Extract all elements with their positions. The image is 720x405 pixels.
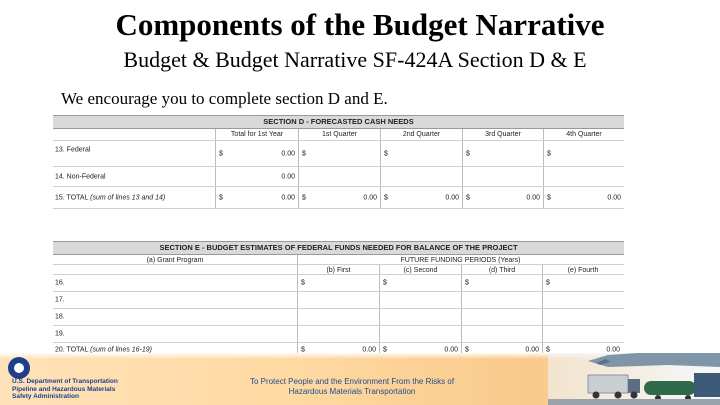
table-row <box>53 326 624 343</box>
col-4th-quarter: 4th Quarter <box>543 129 624 140</box>
federal-total-field[interactable] <box>215 141 298 166</box>
non-federal-total-amount: 0.00 <box>281 173 295 180</box>
col-third: (d) Third <box>461 265 542 274</box>
currency-sign: $ <box>384 150 388 157</box>
total-q2-value: $ 0.00 <box>380 187 462 208</box>
currency-sign: $ <box>547 194 551 201</box>
federal-q2-field[interactable] <box>380 141 462 166</box>
slide-subtitle: Budget & Budget Narrative SF-424A Section D & E <box>123 47 587 72</box>
row19-third-field[interactable] <box>461 326 542 342</box>
non-federal-q4-field[interactable] <box>543 167 624 186</box>
currency-sign: $ <box>302 194 306 201</box>
currency-sign: $ <box>302 150 306 157</box>
currency-sign: $ <box>219 194 223 201</box>
section-e-heading: SECTION E - BUDGET ESTIMATES OF FEDERAL FUNDS NEEDED FOR BALANCE OF THE PROJECT <box>53 241 624 255</box>
mission-statement: To Protect People and the Environment From the Risks of Hazardous Materials Transportation <box>249 377 455 396</box>
currency-sign: $ <box>466 194 470 201</box>
row16-first-field[interactable]: $ <box>297 275 379 291</box>
federal-q1-field[interactable] <box>298 141 380 166</box>
grant-program-18-field[interactable] <box>53 309 297 325</box>
row18-second-field[interactable] <box>379 309 461 325</box>
total-fourth-value: $ 0.00 <box>542 343 623 356</box>
section-d-heading: SECTION D - FORECASTED CASH NEEDS <box>53 115 624 129</box>
section-d-form <box>53 115 624 209</box>
non-federal-q1-field[interactable] <box>298 167 380 186</box>
agency-name: U.S. Department of Transportation Pipeline and Hazardous Materials Safety Administration <box>12 378 118 400</box>
col-total-first-year: Total for 1st Year <box>215 129 298 140</box>
col-1st-quarter: 1st Quarter <box>298 129 380 140</box>
row19-first-field[interactable] <box>297 326 379 342</box>
future-funding-periods-header: FUTURE FUNDING PERIODS (Years) <box>297 255 623 264</box>
row17-first-field[interactable] <box>297 292 379 308</box>
federal-total-amount: 0.00 <box>281 150 295 157</box>
col-2nd-quarter: 2nd Quarter <box>380 129 462 140</box>
row19-fourth-field[interactable] <box>542 326 623 342</box>
non-federal-total-field[interactable] <box>215 167 298 186</box>
currency-sign: $ <box>466 150 470 157</box>
transport-illustration-icon <box>548 353 720 405</box>
table-row <box>53 292 624 309</box>
intro-text: We encourage you to complete section D and E. <box>61 89 388 108</box>
table-row <box>53 275 624 292</box>
table-row <box>53 167 624 187</box>
non-federal-q3-field[interactable] <box>462 167 543 186</box>
table-row <box>53 141 624 167</box>
row16-fourth-field[interactable]: $ <box>542 275 623 291</box>
row-label-18: 18. <box>55 313 65 321</box>
grant-program-16-field[interactable] <box>53 275 297 291</box>
section-e-period-headers <box>53 265 624 275</box>
total-first-year-value: $ 0.00 <box>215 187 298 208</box>
currency-sign: $ <box>219 150 223 157</box>
currency-sign: $ <box>547 150 551 157</box>
col-second: (c) Second <box>379 265 461 274</box>
row-label-note: (sum of lines 13 and 14) <box>90 194 166 201</box>
col-first: (b) First <box>297 265 379 274</box>
row-label-total: 15. TOTAL (sum of lines 13 and 14) <box>55 194 166 201</box>
federal-q3-field[interactable] <box>462 141 543 166</box>
row17-fourth-field[interactable] <box>542 292 623 308</box>
total-third-value: $ 0.00 <box>461 343 542 356</box>
col-grant-program: (a) Grant Program <box>146 257 204 264</box>
total-q3-value: $ 0.00 <box>462 187 543 208</box>
row-label-non-federal: 14. Non-Federal <box>55 173 106 180</box>
section-e-header-row <box>53 255 624 265</box>
row18-first-field[interactable] <box>297 309 379 325</box>
row17-second-field[interactable] <box>379 292 461 308</box>
row16-second-field[interactable]: $ <box>379 275 461 291</box>
section-e-form <box>53 241 624 357</box>
section-d-column-headers <box>53 129 624 141</box>
row16-third-field[interactable]: $ <box>461 275 542 291</box>
row19-second-field[interactable] <box>379 326 461 342</box>
row-label-16: 16. <box>55 279 65 287</box>
row-label-federal: 13. Federal <box>55 146 91 154</box>
dot-logo-icon <box>8 357 30 379</box>
total-q4-value: $ 0.00 <box>543 187 624 208</box>
row17-third-field[interactable] <box>461 292 542 308</box>
table-row <box>53 187 624 209</box>
total-second-value: $ 0.00 <box>379 343 461 356</box>
row-label-note: (sum of lines 16-19) <box>90 346 153 353</box>
non-federal-q2-field[interactable] <box>380 167 462 186</box>
grant-program-19-field[interactable] <box>53 326 297 342</box>
total-q1-value: $ 0.00 <box>298 187 380 208</box>
federal-q4-field[interactable] <box>543 141 624 166</box>
total-first-value: $ 0.00 <box>297 343 379 356</box>
col-3rd-quarter: 3rd Quarter <box>462 129 543 140</box>
row-label-17: 17. <box>55 296 65 304</box>
row-label-19: 19. <box>55 330 65 338</box>
table-row <box>53 309 624 326</box>
row18-fourth-field[interactable] <box>542 309 623 325</box>
slide-title: Components of the Budget Narrative <box>115 7 605 42</box>
row18-third-field[interactable] <box>461 309 542 325</box>
col-fourth: (e) Fourth <box>542 265 623 274</box>
currency-sign: $ <box>384 194 388 201</box>
grant-program-17-field[interactable] <box>53 292 297 308</box>
row-label-total-e: 20. TOTAL (sum of lines 16-19) <box>55 346 153 353</box>
